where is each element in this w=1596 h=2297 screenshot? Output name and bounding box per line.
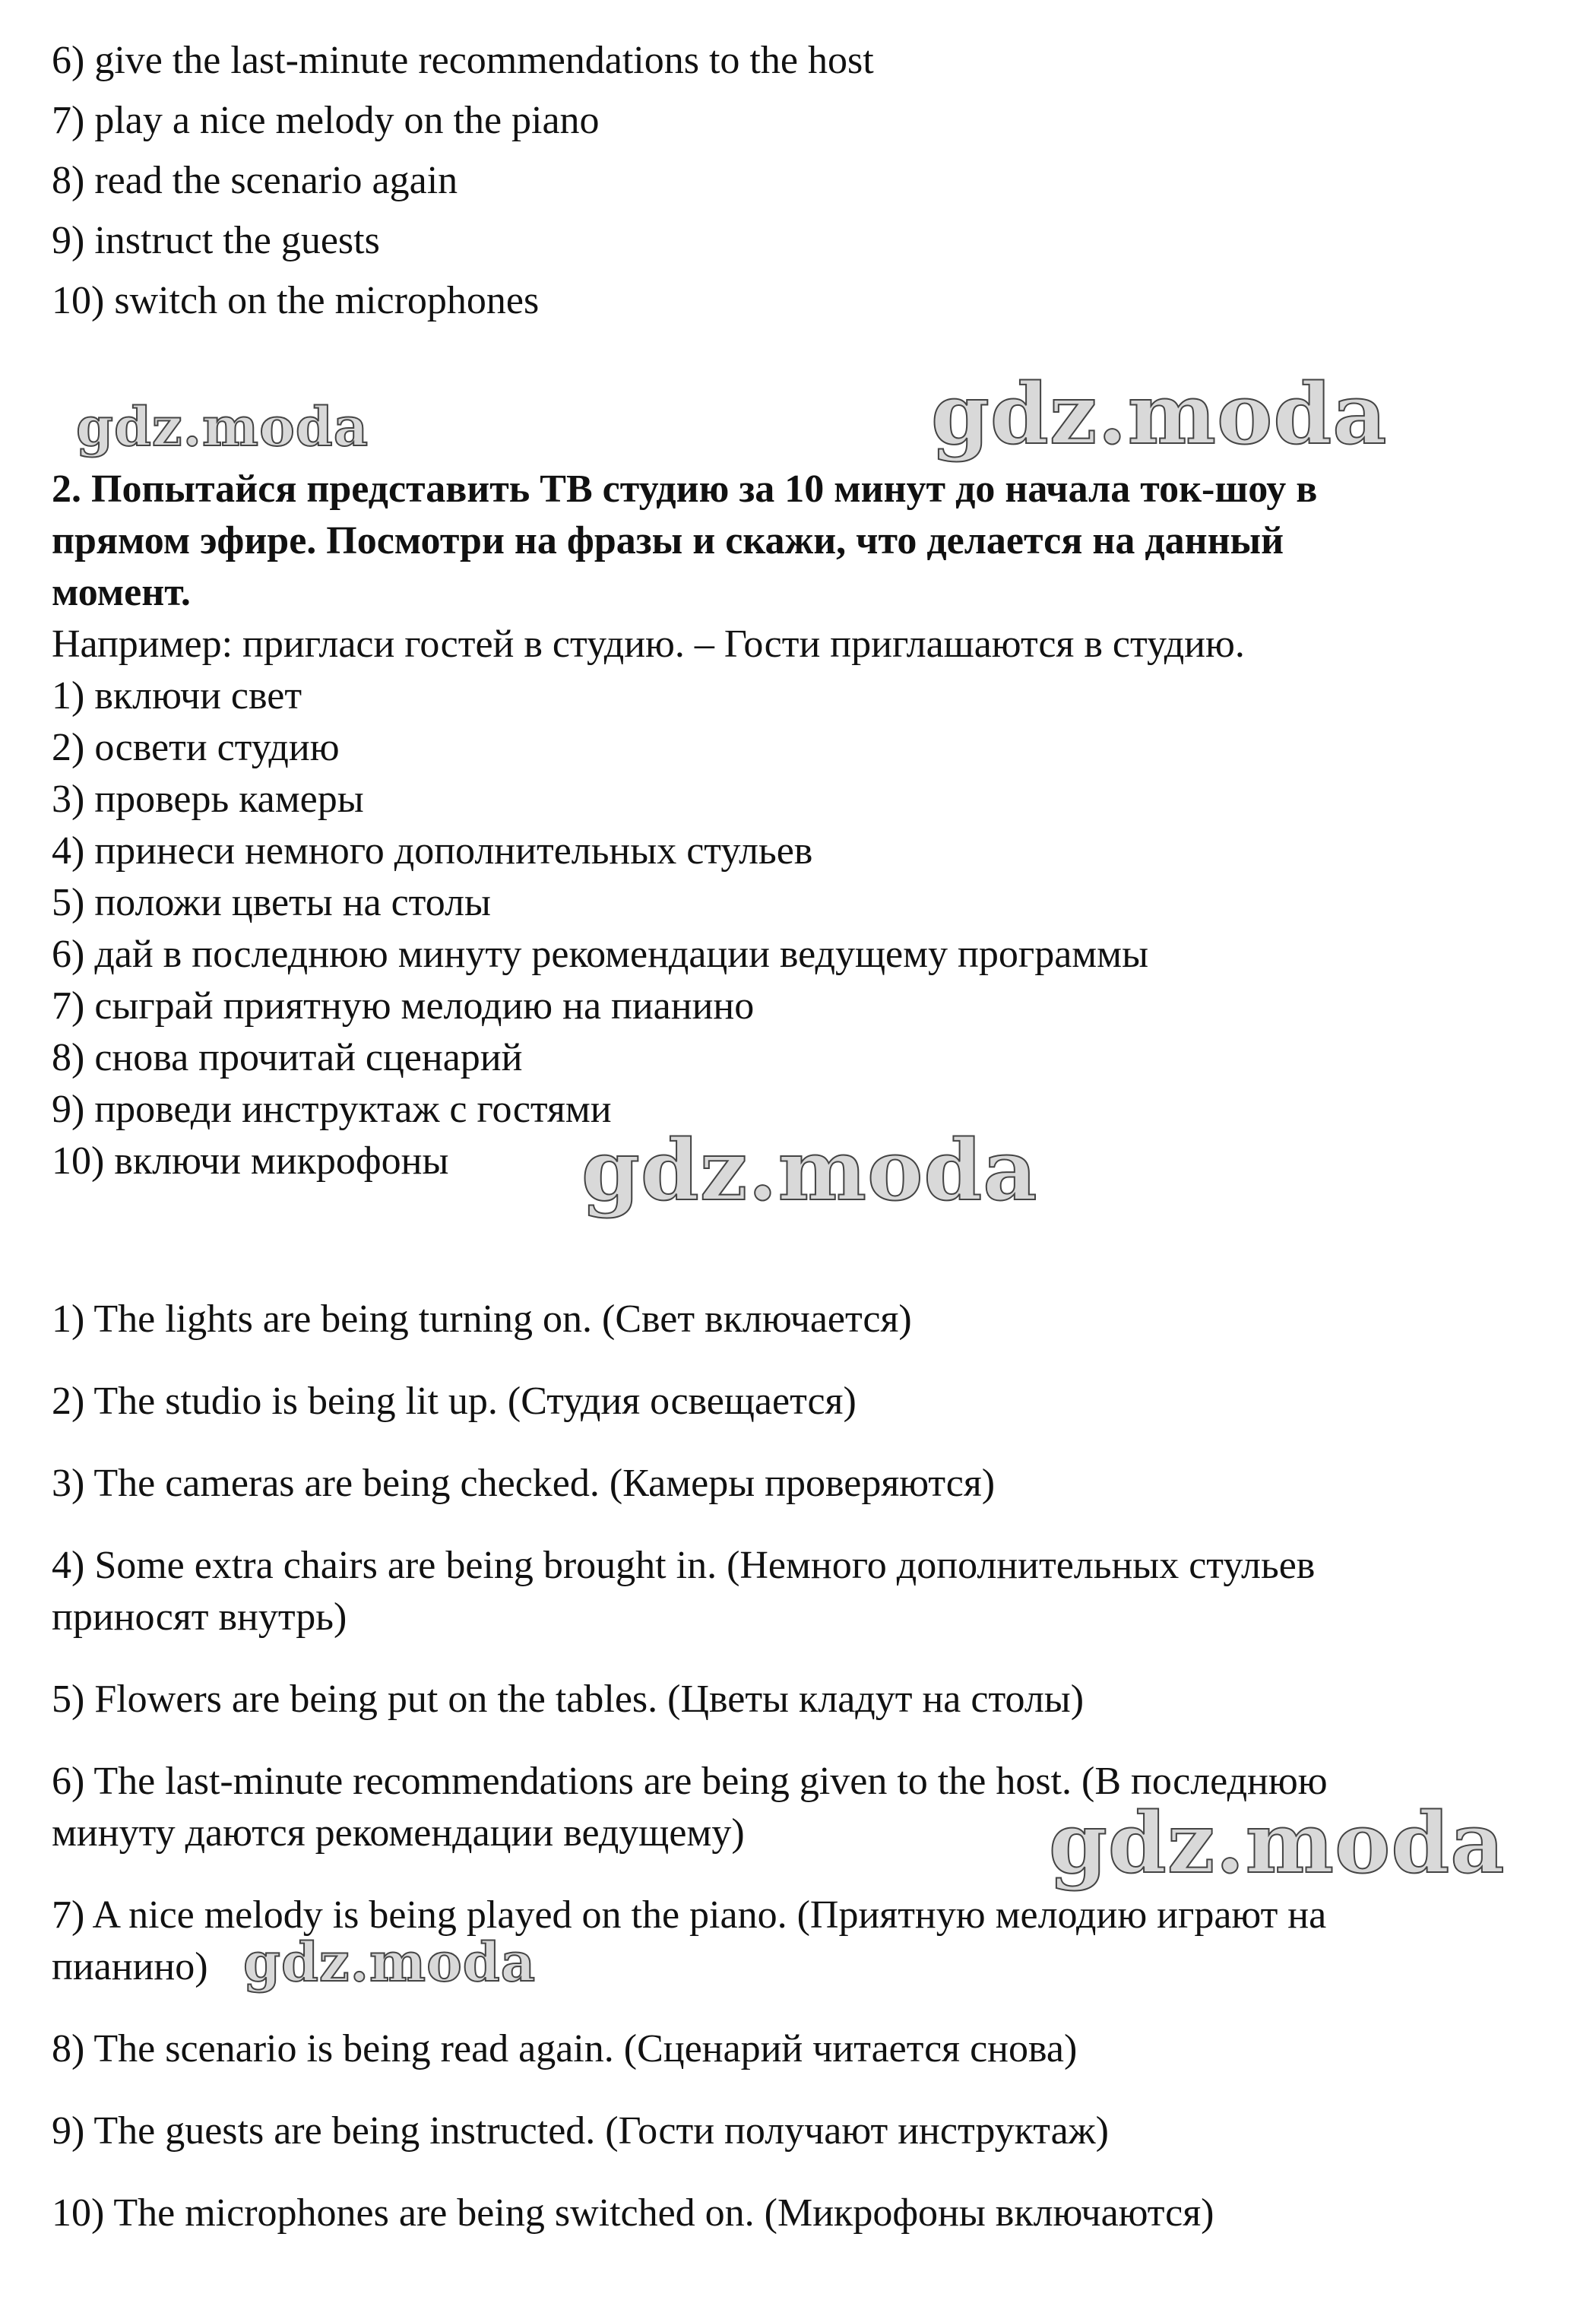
list-item: 9) instruct the guests	[52, 219, 380, 262]
watermark: gdz.moda	[931, 365, 1388, 463]
watermark: gdz.moda	[1049, 1794, 1506, 1892]
answer-line: 6) The last-minute recommendations are being given to the host. (В последнюю	[52, 1760, 1328, 1803]
answer-line: 1) The lights are being turning on. (Свет включается)	[52, 1297, 912, 1341]
answer-line: 2) The studio is being lit up. (Студия освещается)	[52, 1380, 857, 1423]
watermark: gdz.moda	[76, 395, 369, 458]
answer-line: 5) Flowers are being put on the tables. (Цветы кладут на столы)	[52, 1678, 1085, 1721]
watermark: gdz.moda	[243, 1931, 537, 1994]
task-example: Например: пригласи гостей в студию. – Гости приглашаются в студию.	[52, 623, 1245, 666]
answer-line: 7) A nice melody is being played on the piano. (Приятную мелодию играют на	[52, 1893, 1327, 1937]
list-item: 5) положи цветы на столы	[52, 881, 491, 924]
answer-line: 3) The cameras are being checked. (Камеры проверяются)	[52, 1462, 996, 1505]
answer-line: 4) Some extra chairs are being brought in. (Немного дополнительных стульев	[52, 1544, 1316, 1587]
answer-line: 10) The microphones are being switched on. (Микрофоны включаются)	[52, 2191, 1214, 2235]
list-item: 10) включи микрофоны	[52, 1139, 449, 1183]
list-item: 3) проверь камеры	[52, 778, 364, 821]
answer-line: 9) The guests are being instructed. (Гости получают инструктаж)	[52, 2109, 1109, 2153]
list-item: 8) снова прочитай сценарий	[52, 1036, 523, 1079]
list-item: 9) проведи инструктаж с гостями	[52, 1088, 612, 1131]
task-heading: прямом эфире. Посмотри на фразы и скажи, что делается на данный	[52, 519, 1284, 562]
list-item: 8) read the scenario again	[52, 159, 458, 202]
answer-line: минуту даются рекомендации ведущему)	[52, 1811, 745, 1855]
answer-line: приносят внутрь)	[52, 1595, 347, 1639]
list-item: 2) освети студию	[52, 726, 340, 769]
list-item: 6) дай в последнюю минуту рекомендации ведущему программы	[52, 933, 1149, 976]
list-item: 7) play a nice melody on the piano	[52, 99, 600, 142]
list-item: 7) сыграй приятную мелодию на пианино	[52, 984, 755, 1028]
answer-line: пианино)	[52, 1945, 208, 1988]
list-item: 6) give the last-minute recommendations to the host	[52, 39, 874, 82]
list-item: 10) switch on the microphones	[52, 279, 540, 322]
watermark: gdz.moda	[581, 1121, 1038, 1219]
task-heading: 2. Попытайся представить ТВ студию за 10 минут до начала ток-шоу в	[52, 467, 1318, 511]
list-item: 1) включи свет	[52, 674, 302, 718]
task-heading: момент.	[52, 571, 191, 614]
list-item: 4) принеси немного дополнительных стульев	[52, 829, 813, 873]
answer-line: 8) The scenario is being read again. (Сценарий читается снова)	[52, 2027, 1078, 2070]
